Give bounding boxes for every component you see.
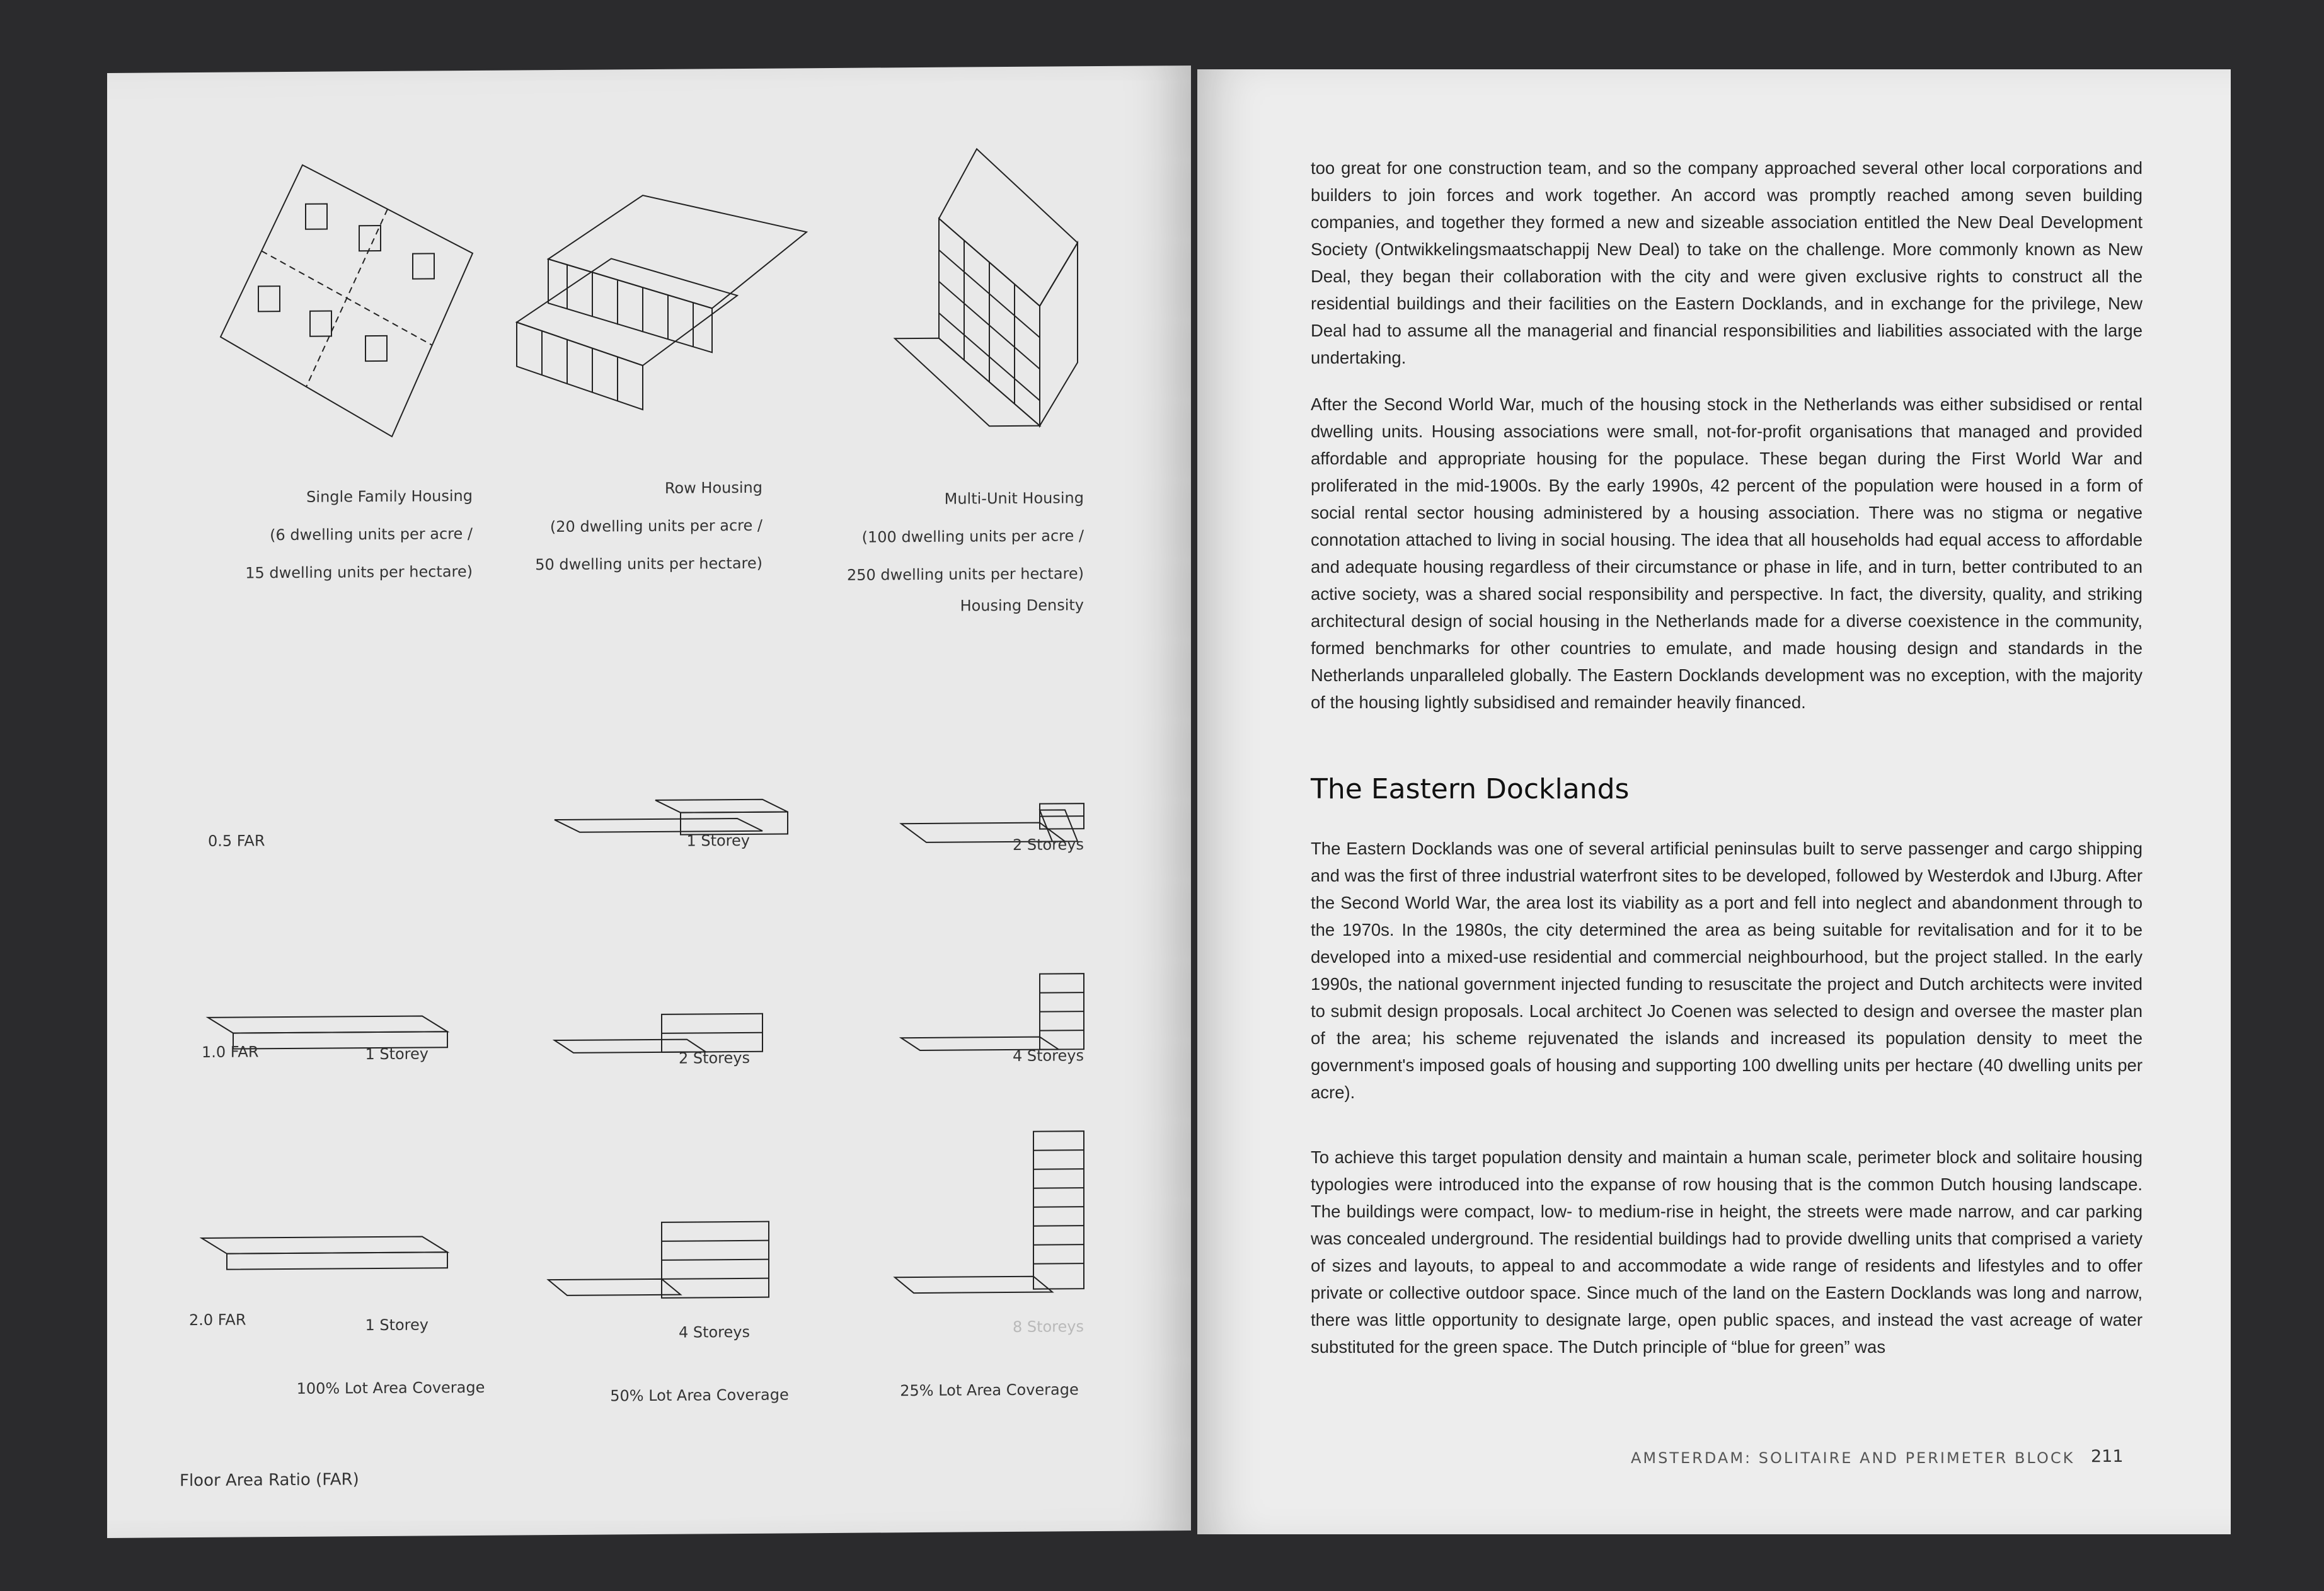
- right-page: [1197, 69, 2231, 1534]
- far-row-2-col1: 1 Storey: [365, 1045, 429, 1064]
- caption-single-family: Single Family Housing (6 dwelling units per acre / 15 dwelling units per hectare): [245, 486, 473, 582]
- far-row-2-col2: 2 Storeys: [678, 1048, 750, 1067]
- far-row-3-diagrams: [202, 1131, 1084, 1301]
- caption-multi-unit: Multi-Unit Housing (100 dwelling units per acre / 250 dwelling units per hectare): [846, 489, 1084, 584]
- far-row-3-col2: 4 Storeys: [678, 1323, 750, 1341]
- paragraph-3: The Eastern Docklands was one of several artificial peninsulas built to serve passenger and cargo shipping and was the first of three industrial waterfront sites to be developed, followed by Westerdok and IJburg. After the Second World War, the area lost its viability as a port and fell into neglect and abandonment through to the 1970s. In the 1980s, the city determined the area as being suitable for revitalisation and for it to be developed into a mixed-use residential and commercial neighbourhood, but the project stalled. In the early 1990s, the national government injected funding to resuscitate the project and Dutch architects were invited to submit design proposals. Local architect Jo Coenen was selected to design and oversee the master plan of the area; his scheme rejuvenated the islands and increased its population density to meet the government's imposed goals of housing and supporting 100 dwelling units per hectare (40 dwelling units per acre).: [1311, 839, 2143, 1102]
- far-row-2-label: 1.0 FAR: [202, 1043, 259, 1061]
- page-number: 211: [2091, 1447, 2124, 1466]
- housing-density-label: Housing Density: [960, 596, 1084, 615]
- multi-unit-diagram: [895, 148, 1078, 427]
- far-row-1-label: 0.5 FAR: [208, 832, 265, 850]
- paragraph-1: too great for one construction team, and so the company approached several other local corporations and builders to join forces and work together. An accord was promptly reached among seven building companies, and together they formed a new and sizeable association entitled the New Deal Development Society (Ontwikkelingsmaatschappij New Deal) to take on the challenge. More commonly known as New Deal, they began their collaboration with the city and were given exclusive rights to construct all the residential buildings and their facilities on the Eastern Docklands, and in exchange for the privilege, New Deal had to assume all the managerial and financial responsibilities and liabilities associated with the large undertaking.: [1311, 158, 2143, 367]
- far-row-2-col3: 4 Storeys: [1012, 1047, 1084, 1065]
- far-row-3-col1: 1 Storey: [365, 1316, 429, 1335]
- far-row-3-label: 2.0 FAR: [189, 1311, 246, 1330]
- coverage-25: 25% Lot Area Coverage: [900, 1381, 1079, 1400]
- coverage-50: 50% Lot Area Coverage: [610, 1386, 789, 1405]
- left-page: [107, 66, 1191, 1538]
- paragraph-4: To achieve this target population density and maintain a human scale, perimeter block and solitaire housing typologies were introduced into the expanse of row housing that is the common Dutch housing landscape. The buildings were compact, low- to medium-rise in height, the streets were made narrow, and car parking was concealed underground. The residential buildings had to provide dwelling units that comprised a variety of sizes and layouts, to appeal to and accommodate a wide range of residents and lifestyles and to offer private or collective outdoor space. Since much of the land on the Eastern Docklands was long and narrow, there was little opportunity to designate large, open public spaces, and instead the vast acreage of water substituted for the green space. The Dutch principle of “blue for green” was: [1311, 1147, 2143, 1357]
- paragraph-2: After the Second World War, much of the housing stock in the Netherlands was either subsidised or rental dwelling units. Housing associations were small, not-for-profit organisations that managed and provided affordable and appropriate housing for the populace. These began during the First World War and proliferated in the mid-1900s. By the early 1990s, 42 percent of the population were housed in a form of social rental sector housing administered by a housing association. There was no stigma or negative connotation attached to living in social housing. The idea that all households had equal access to affordable and adequate housing regardless of their circumstance or phase in life, and in turn, better contributed to an active society, was a shared social responsibility and perspective. In fact, the diversity, quality, and striking architectural design of social housing in the Netherlands made for a diverse coexistence in the community, formed benchmarks for other countries to emulate, and made housing design and standards in the Netherlands unparalleled globally. The Eastern Docklands development was no exception, with the majority of the housing lightly subsidised and remainder heavily financed.: [1311, 394, 2143, 712]
- row-housing-diagram: [517, 194, 807, 410]
- far-row-3-col3: 8 Storeys: [1012, 1318, 1084, 1336]
- far-row-2-diagrams: [208, 974, 1084, 1055]
- caption-row-housing: Row Housing (20 dwelling units per acre / 50 dwelling units per hectare): [535, 478, 762, 574]
- coverage-100: 100% Lot Area Coverage: [296, 1378, 485, 1398]
- section-heading: The Eastern Docklands: [1311, 773, 1630, 805]
- single-family-diagram: [221, 164, 473, 438]
- far-footer-label: Floor Area Ratio (FAR): [180, 1470, 359, 1491]
- running-head: AMSTERDAM: SOLITAIRE AND PERIMETER BLOCK: [1631, 1449, 2075, 1467]
- density-diagrams: [107, 66, 1191, 1522]
- far-row-1-col3: 2 Storeys: [1012, 836, 1084, 854]
- far-row-1-col2: 1 Storey: [686, 831, 750, 850]
